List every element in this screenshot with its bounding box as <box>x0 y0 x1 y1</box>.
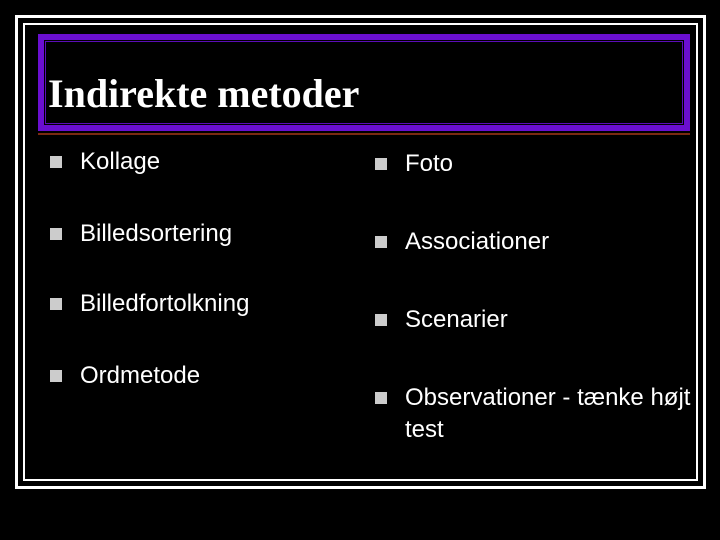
square-bullet-icon <box>375 392 387 404</box>
bullet-label: Observationer - tænke højt test <box>405 384 691 443</box>
bullet-label: Ordmetode <box>80 362 201 389</box>
square-bullet-icon <box>50 156 62 168</box>
bullet-item-billedsortering <box>50 218 232 250</box>
bullet-label: Billedfortolkning <box>80 290 250 317</box>
bullet-label: Associationer <box>405 228 550 255</box>
square-bullet-icon <box>375 314 387 326</box>
bullet-item-kollage <box>50 146 160 178</box>
bullet-item-foto <box>375 148 453 180</box>
bullet-label: Scenarier <box>405 306 508 333</box>
square-bullet-icon <box>50 370 62 382</box>
bullet-label: Kollage <box>80 148 161 175</box>
bullet-label: Billedsortering <box>80 220 233 247</box>
square-bullet-icon <box>50 228 62 240</box>
square-bullet-icon <box>50 298 62 310</box>
bullet-item-scenarier <box>375 304 508 336</box>
bullet-label: Foto <box>405 150 454 177</box>
title-divider <box>38 133 690 135</box>
bullet-item-ordmetode <box>50 360 200 392</box>
square-bullet-icon <box>375 158 387 170</box>
bullet-item-billedfortolkning <box>50 288 249 320</box>
slide-title: Indirekte metoder <box>48 71 360 116</box>
bullet-item-associationer <box>375 226 549 258</box>
bullet-item-observationer <box>375 382 695 446</box>
square-bullet-icon <box>375 236 387 248</box>
